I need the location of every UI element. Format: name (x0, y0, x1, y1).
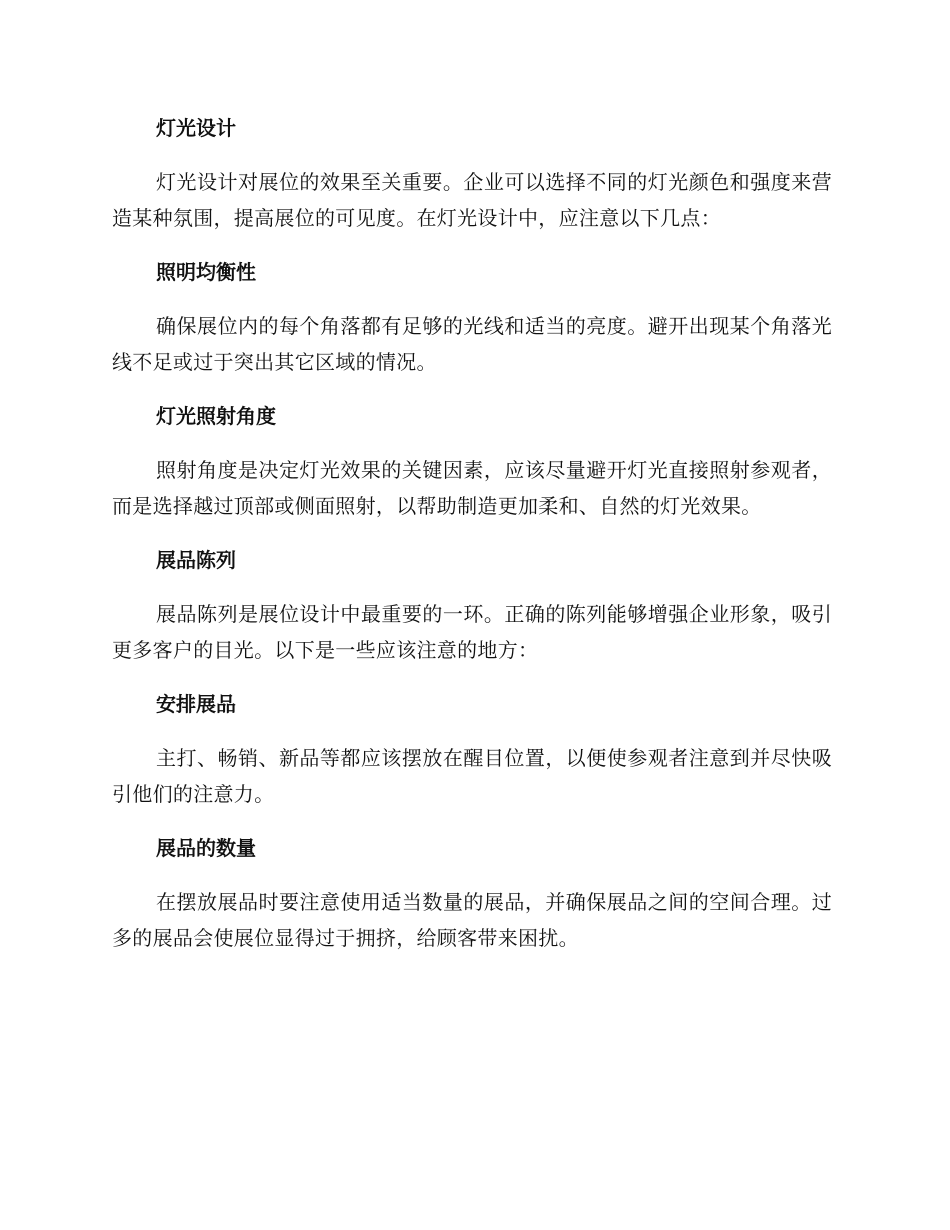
section-paragraph-exhibit-display: 展品陈列是展位设计中最重要的一环。正确的陈列能够增强企业形象，吸引更多客户的目光。以下是一些应该注意的地方： (112, 602, 832, 662)
section-paragraph-lighting-angle: 照射角度是决定灯光效果的关键因素，应该尽量避开灯光直接照射参观者，而是选择越过顶部或侧面照射，以帮助制造更加柔和、自然的灯光效果。 (112, 458, 832, 518)
section-paragraph-exhibit-quantity: 在摆放展品时要注意使用适当数量的展品，并确保展品之间的空间合理。过多的展品会使展位显得过于拥挤，给顾客带来困扰。 (112, 890, 832, 950)
section-heading-lighting-angle: 灯光照射角度 (156, 404, 276, 428)
section-heading-exhibit-display: 展品陈列 (156, 548, 236, 572)
section-paragraph-lighting-design: 灯光设计对展位的效果至关重要。企业可以选择不同的灯光颜色和强度来营造某种氛围，提高展位的可见度。在灯光设计中，应注意以下几点： (112, 170, 832, 230)
section-heading-lighting-design: 灯光设计 (156, 116, 236, 140)
section-heading-arrange-exhibits: 安排展品 (156, 692, 236, 716)
section-paragraph-lighting-balance: 确保展位内的每个角落都有足够的光线和适当的亮度。避开出现某个角落光线不足或过于突出其它区域的情况。 (112, 314, 832, 374)
section-heading-lighting-balance: 照明均衡性 (156, 260, 256, 284)
section-paragraph-arrange-exhibits: 主打、畅销、新品等都应该摆放在醒目位置，以便使参观者注意到并尽快吸引他们的注意力。 (112, 746, 832, 806)
section-heading-exhibit-quantity: 展品的数量 (156, 836, 256, 860)
document-body (112, 110, 832, 974)
